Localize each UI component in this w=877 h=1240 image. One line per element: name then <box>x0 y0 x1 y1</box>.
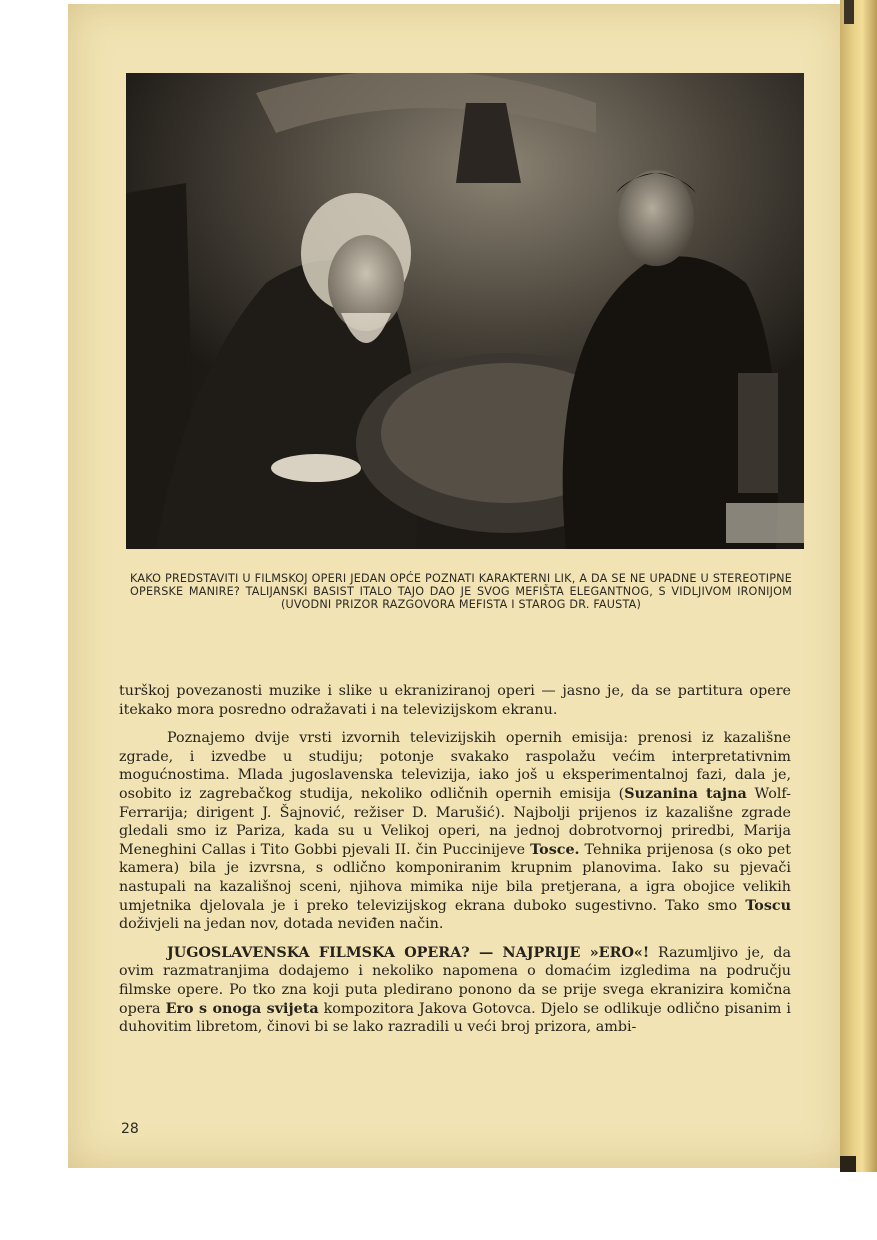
opera-title-tosca: Tosce. <box>530 841 580 858</box>
page-corner <box>840 1156 856 1172</box>
light-patch <box>726 503 804 543</box>
paragraph-3: JUGOSLAVENSKA FILMSKA OPERA? — NAJPRIJE »ERO«! Razumljivo je, da ovim razmatranjima dodajemo i nekoliko napomena o domaćim izgledima na području filmske opere. Po tko zna koji puta pledirano ponono da se prije svega ekranizira komična opera Ero s onoga svijeta kompozitora Jakova Gotovca. Djelo se odlikuje odlično pisanim i duhovitim libretom, činovi bi se lako razradili u veći broj prizora, ambi- <box>119 944 791 1036</box>
paragraph-1: turškoj povezanosti muzike i slike u ekraniziranoj operi — jasno je, da se partitura opere itekako mora posredno odražavati i na televizijskom ekranu. <box>119 683 791 718</box>
article-body <box>119 682 791 1037</box>
film-still-photo <box>126 73 804 549</box>
paragraph-2: Poznajemo dvije vrsti izvornih televizijskih opernih emisija: prenosi iz kazališne zgrade, i izvedbe u studiju; potonje svakako raspolažu većim interpretativnim mogućnostima. Mlada jugoslavenska televizija, iako još u eksperimentalnoj fazi, dala je, osobito iz zagrebačkog studija, nekoliko odličnih opernih emisija (Suzanina tajna Wolf-Ferrarija; dirigent J. Šajnović, režiser D. Marušić). Najbolji prijenos iz kazališne zgrade gledali smo iz Pariza, kada su u Velikoj operi, na jednoj dobrotvornoj priredbi, Marija Meneghini Callas i Tito Gobbi pjevali II. čin Puccinijeve Tosce. Tehnika prijenosa (s oko pet kamera) bila je izvrsna, s odlično komponiranim krupnim planovima. Iako su pjevači nastupali na kazališnoj sceni, njihova mimika nije bila pretjerana, a igra obojice velikih umjetnika djelovala je i preko televizijskog ekrana duboko sugestivno. Tako smo Toscu doživjeli na jedan nov, dotada neviđen način. <box>119 730 792 933</box>
page-number: 28 <box>121 1121 139 1137</box>
mefisto-face <box>618 170 694 266</box>
page-edge <box>840 0 877 1172</box>
section-heading: JUGOSLAVENSKA FILMSKA OPERA? — NAJPRIJE »ERO«! <box>167 944 650 961</box>
page-fold <box>844 0 854 24</box>
opera-title-ero: Ero s onoga svijeta <box>165 1000 319 1017</box>
film-still-illustration <box>126 73 804 549</box>
opera-title-suzanina: Suzanina tajna <box>624 785 747 802</box>
mefisto-sleeve <box>738 373 778 493</box>
old-faust-hand <box>271 454 361 482</box>
opera-title-toscu: Toscu <box>745 897 791 914</box>
photo-caption: KAKO PREDSTAVITI U FILMSKOJ OPERI JEDAN OPĆE POZNATI KARAKTERNI LIK, A DA SE NE UPADNE U STEREOTIPNE OPERSKE MANIRE? TALIJANSKI BASIST ITALO TAJO DAO JE SVOG MEFIŠTA ELEGANTNOG, S VIDLJIVOM IRONIJOM (UVODNI PRIZOR RAZGOVORA MEFISTA I STAROG DR. FAUSTA) <box>130 572 792 611</box>
